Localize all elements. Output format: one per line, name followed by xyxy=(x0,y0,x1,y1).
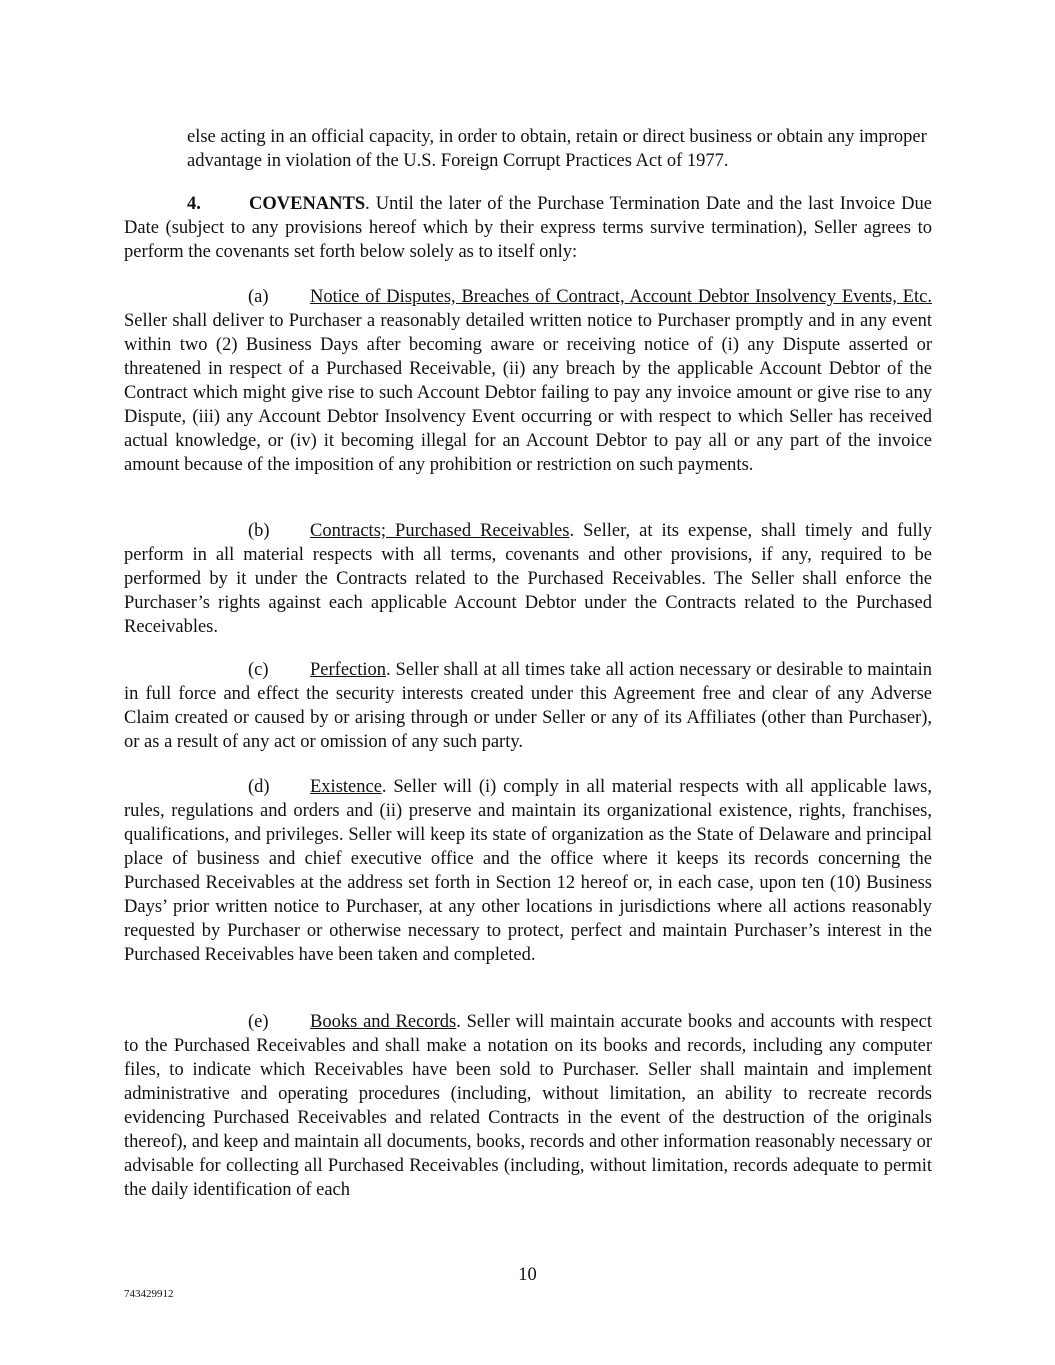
covenant-body: . Seller will maintain accurate books and accounts with respect to the Purchased Receivables and shall make a notation on its books and records, including any computer files, to indicate which Receivables have been sold to Purchaser. Seller shall maintain and implement administrative and operating procedures (including, without limitation, an ability to recreate records evidencing Purchased Receivables and related Contracts in the event of the destruction of the originals thereof), and keep and maintain all documents, books, records and other information reasonably necessary or advisable for collecting all Purchased Receivables (including, without limitation, records adequate to permit the daily identification of each xyxy=(124,1012,932,1200)
section-title: COVENANTS xyxy=(249,194,366,214)
section-number: 4. xyxy=(187,194,201,214)
covenant-marker: (c) xyxy=(248,660,269,680)
document-id: 743429912 xyxy=(124,1288,174,1300)
page-number: 10 xyxy=(518,1265,537,1285)
covenant-b-paragraph xyxy=(124,519,932,639)
covenant-body: . Seller shall at all times take all action necessary or desirable to maintain in full force and effect the security interests created under this Agreement free and clear of any Adverse Claim created or caused by or arising through or under Seller or any of its Affiliates (other than Purchaser), or as a result of any act or omission of any such party. xyxy=(124,660,932,752)
covenant-e-paragraph xyxy=(124,1010,932,1202)
covenant-marker: (d) xyxy=(248,777,270,797)
covenant-marker: (a) xyxy=(248,287,269,307)
covenant-marker: (e) xyxy=(248,1012,269,1032)
covenant-heading: Books and Records xyxy=(310,1012,457,1032)
section-4-text: . Until the later of the Purchase Termination Date and the last Invoice Due Date (subject to any provisions hereof which by their express terms survive termination), Seller agrees to perform the covenants set forth below solely as to itself only: xyxy=(124,194,932,262)
covenant-heading: Perfection xyxy=(310,660,387,680)
covenant-heading: Notice of Disputes, Breaches of Contract, Account Debtor Insolvency Events, Etc. xyxy=(310,287,932,307)
covenant-body: . Seller, at its expense, shall timely and fully perform in all material respects with all terms, covenants and other provisions, if any, required to be performed by it under the Contracts related to the Purchased Receivables. The Seller shall enforce the Purchaser’s rights against each applicable Account Debtor under the Contracts related to the Purchased Receivables. xyxy=(124,521,933,637)
covenant-body: . Seller will (i) comply in all material respects with all applicable laws, rules, regulations and orders and (ii) preserve and maintain its organizational existence, rights, franchises, qualifications, and privileges. Seller will keep its state of organization as the State of Delaware and principal place of business and chief executive office and the office where it keeps its records concerning the Purchased Receivables at the address set forth in Section 12 hereof or, in each case, upon ten (10) Business Days’ prior written notice to Purchaser, at any other locations in jurisdictions where all actions reasonably requested by Purchaser or otherwise necessary to protect, perfect and maintain Purchaser’s interest in the Purchased Receivables have been taken and completed. xyxy=(124,777,932,965)
continuation-paragraph: else acting in an official capacity, in order to obtain, retain or direct business or obtain any improper advantage in violation of the U.S. Foreign Corrupt Practices Act of 1977. xyxy=(187,127,927,171)
section-4-paragraph xyxy=(124,192,932,264)
covenant-d-paragraph xyxy=(124,775,932,967)
covenant-c-paragraph xyxy=(124,658,932,754)
covenant-body: Seller shall deliver to Purchaser a reasonably detailed written notice to Purchaser promptly and in any event within two (2) Business Days after becoming aware or receiving notice of (i) any Dispute asserted or threatened in respect of a Purchased Receivable, (ii) any breach by the applicable Account Debtor of the Contract which might give rise to such Account Debtor failing to pay any invoice amount or give rise to any Dispute, (iii) any Account Debtor Insolvency Event occurring or with respect to which Seller has received actual knowledge, or (iv) it becoming illegal for an Account Debtor to pay all or any part of the invoice amount because of the imposition of any prohibition or restriction on such payments. xyxy=(124,311,932,475)
covenant-marker: (b) xyxy=(248,521,270,541)
covenant-heading: Contracts; Purchased Receivables xyxy=(310,521,570,541)
covenant-heading: Existence xyxy=(310,777,382,797)
covenant-a-paragraph xyxy=(124,285,932,477)
